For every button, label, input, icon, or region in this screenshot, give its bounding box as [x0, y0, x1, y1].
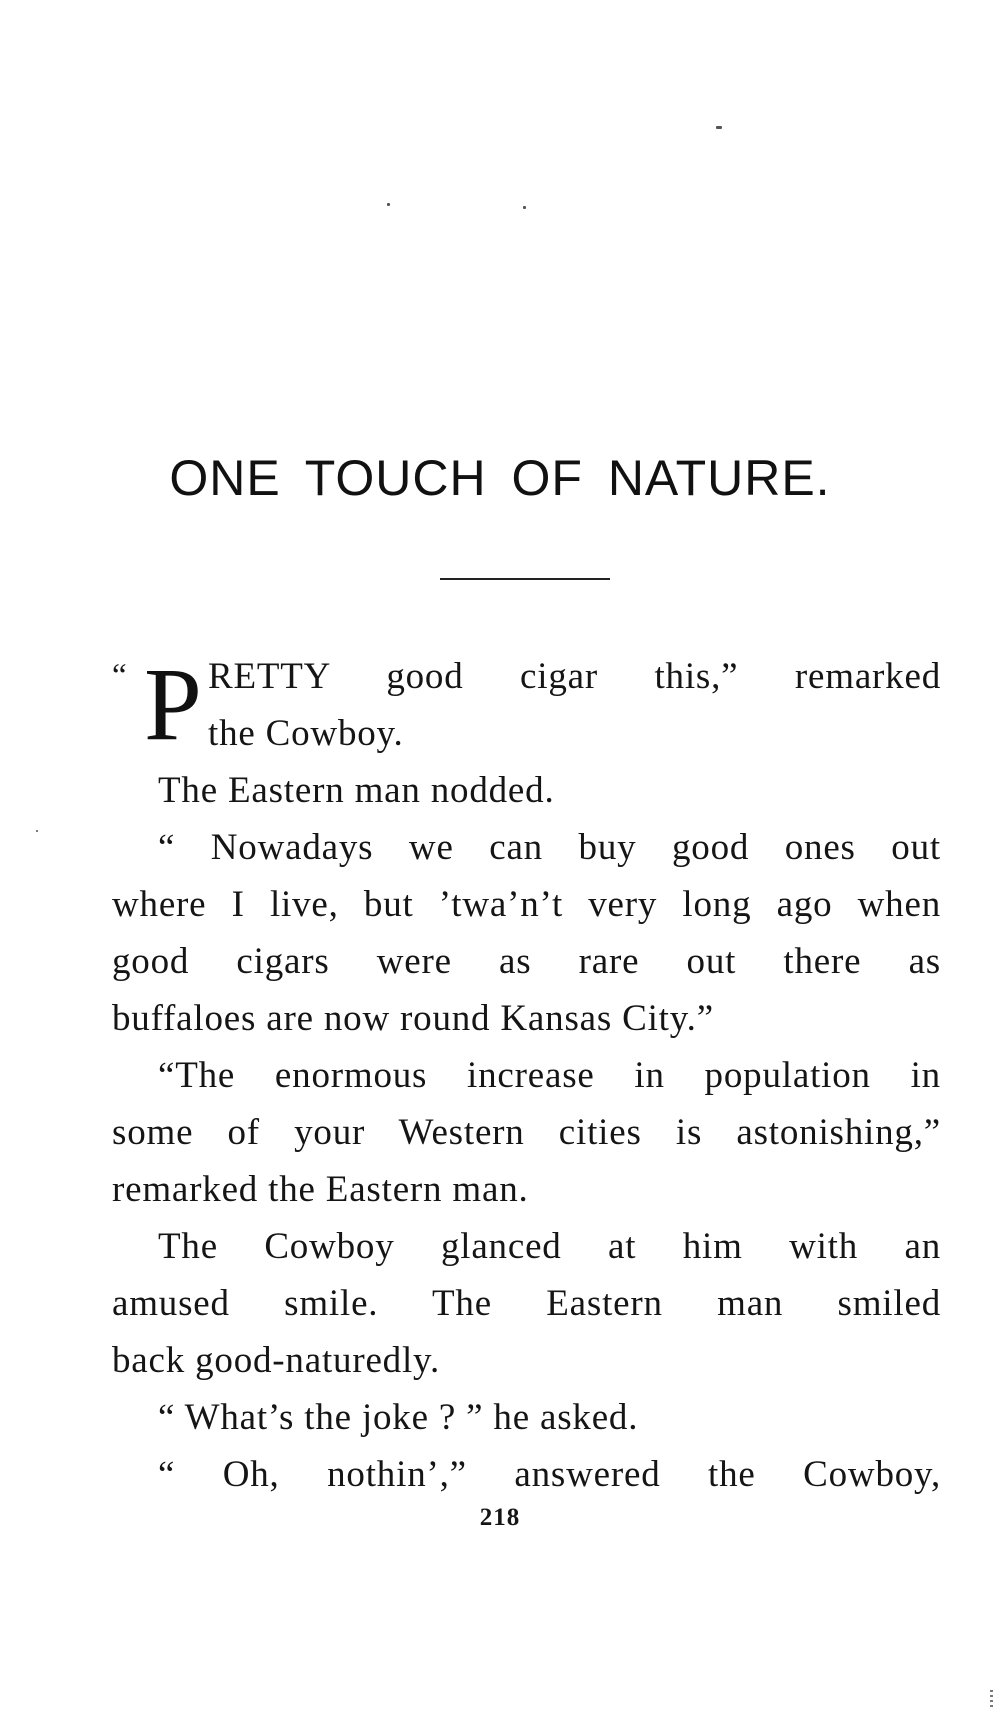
text-line: remarked the Eastern man. [112, 1169, 529, 1210]
text-line: good cigars were as rare out there as [112, 941, 941, 982]
opening-quote-mark: “ [112, 658, 128, 694]
text-line: some of your Western cities is astonishing,” [112, 1112, 941, 1153]
text-line: “ Nowadays we can buy good ones out [158, 827, 941, 868]
text-line: “ Oh, nothin’,” answered the Cowboy, [158, 1454, 941, 1495]
text-line: amused smile. The Eastern man smiled [112, 1283, 941, 1324]
speck-mark [716, 126, 722, 129]
chapter-title: ONE TOUCH OF NATURE. [169, 450, 831, 506]
speck-mark [36, 830, 38, 832]
opening-paragraph [112, 648, 941, 762]
text-line: where I live, but ’twa’n’t very long ago when [112, 884, 941, 925]
title-rule-divider [440, 578, 610, 580]
page-number: 218 [479, 1504, 521, 1531]
speck-mark [387, 203, 390, 206]
text-line: RETTY good cigar this,” remarked [208, 656, 941, 697]
drop-cap: P [144, 647, 202, 762]
text-line: buffaloes are now round Kansas City.” [112, 998, 714, 1039]
text-line: “The enormous increase in population in [158, 1055, 941, 1096]
text-line: the Cowboy. [208, 713, 404, 754]
body-text [112, 648, 941, 1503]
speck-mark [523, 206, 526, 209]
text-line: “ What’s the joke ? ” he asked. [158, 1397, 639, 1438]
text-line: back good-naturedly. [112, 1340, 440, 1381]
text-line: The Eastern man nodded. [158, 770, 555, 811]
page-edge-mark [990, 1690, 993, 1710]
text-line: The Cowboy glanced at him with an [158, 1226, 941, 1267]
